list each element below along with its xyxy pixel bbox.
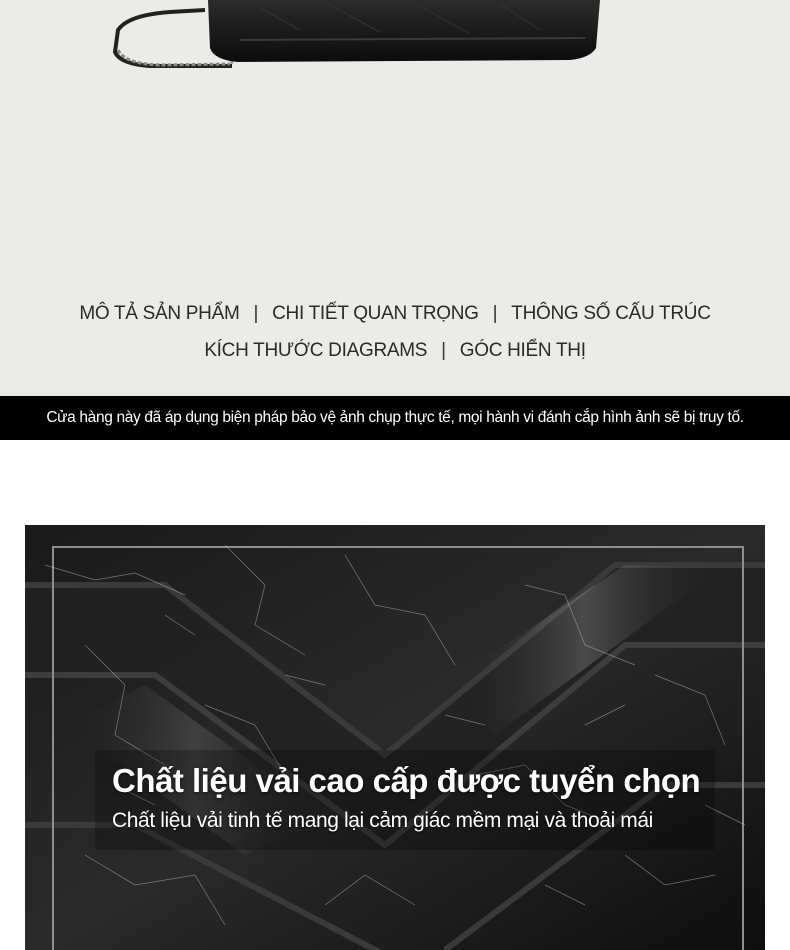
nav-separator: | — [253, 303, 259, 324]
nav-row-1 — [0, 303, 790, 325]
nav-structure-specs[interactable]: THÔNG SỐ CẤU TRÚC — [511, 303, 711, 324]
nav-separator: | — [441, 340, 446, 361]
nav-product-description[interactable]: MÔ TẢ SẢN PHẨM — [79, 303, 240, 324]
nav-row-2 — [0, 340, 790, 362]
copyright-notice-text: Cửa hàng này đã áp dụng biện pháp bảo vệ ảnh chụp thực tế, mọi hành vi đánh cắp hình ảnh sẽ bị truy tố. — [46, 409, 744, 426]
feature-subtitle: Chất liệu vải tinh tế mang lại cảm giác mềm mại và thoải mái — [112, 809, 653, 832]
feature-title: Chất liệu vải cao cấp được tuyển chọn — [112, 762, 701, 799]
leather-texture — [25, 525, 765, 950]
copyright-notice — [0, 396, 790, 440]
nav-size-diagrams[interactable]: KÍCH THƯỚC DIAGRAMS — [204, 340, 428, 361]
nav-key-details[interactable]: CHI TIẾT QUAN TRỌNG — [272, 303, 479, 324]
material-feature-banner — [25, 525, 765, 950]
nav-view-angles[interactable]: GÓC HIỂN THỊ — [459, 340, 586, 361]
spacer — [0, 440, 790, 525]
nav-separator: | — [492, 303, 498, 324]
product-hero — [0, 0, 790, 396]
bag-photo — [0, 0, 790, 300]
